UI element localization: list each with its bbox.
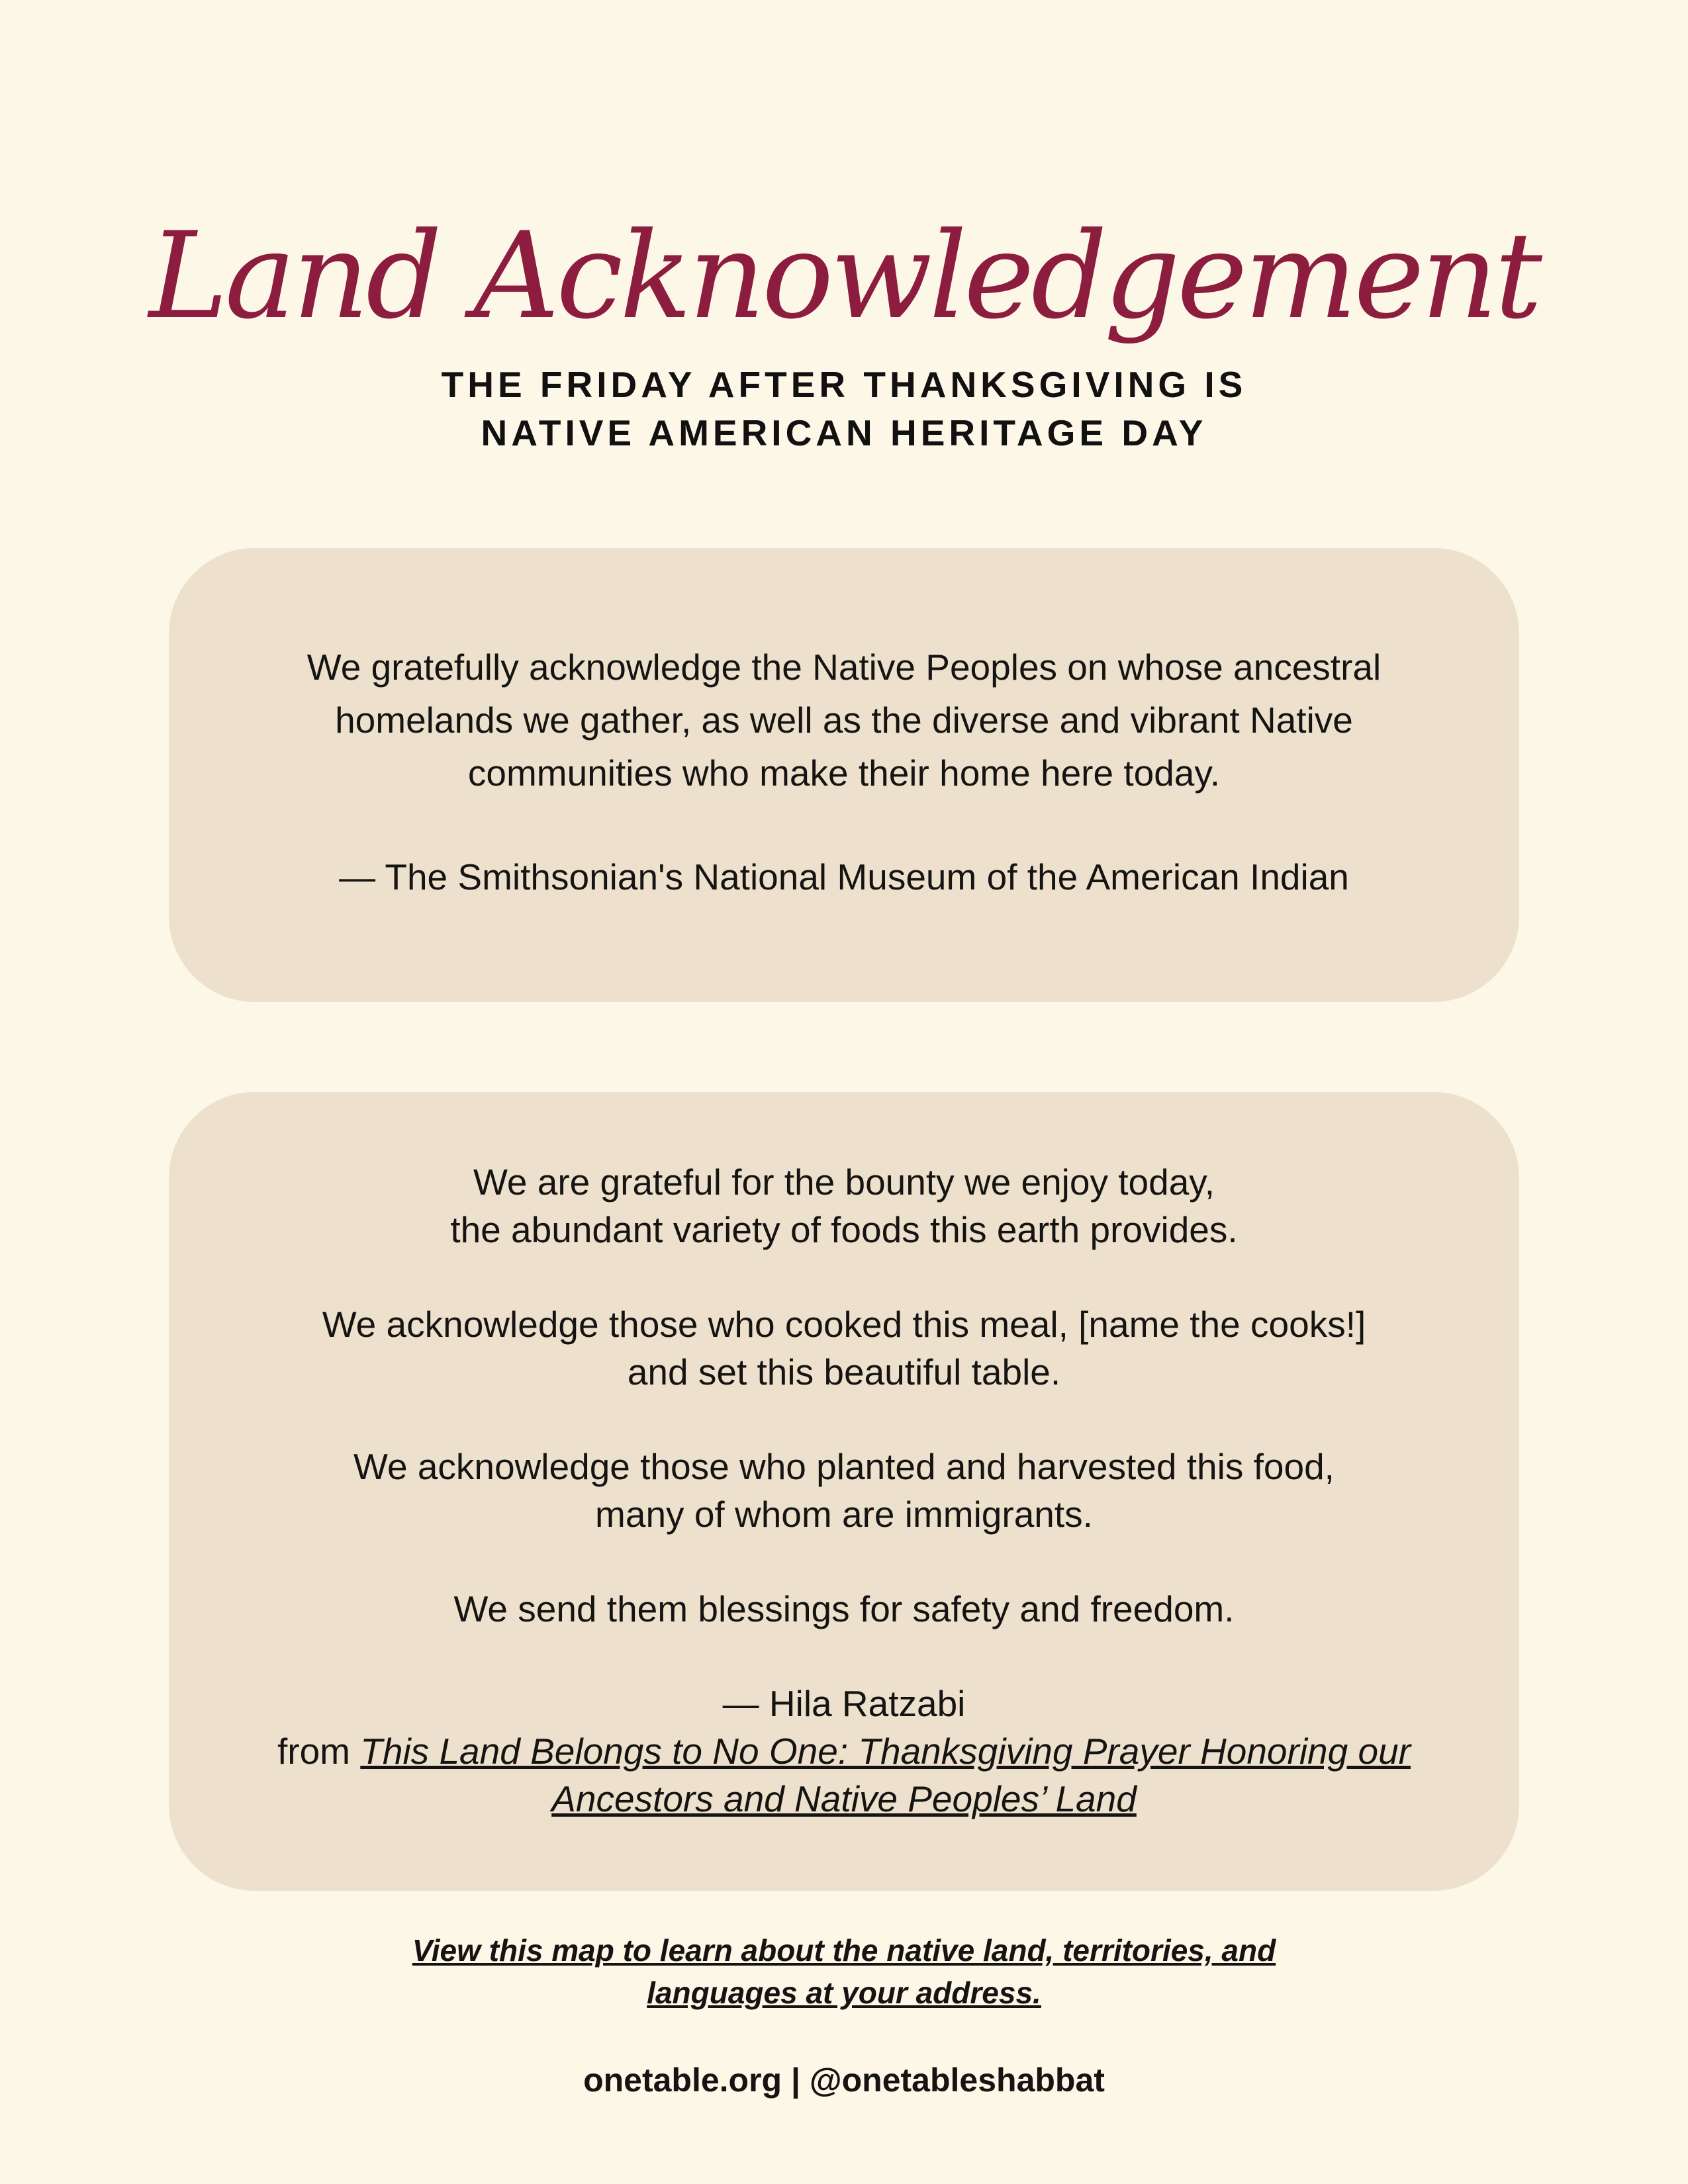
page-title: Land Acknowledgement: [149, 207, 1539, 345]
prayer-paragraph-bounty: [169, 1158, 1519, 1253]
footer-credits: onetable.org | @onetableshabbat: [583, 2062, 1105, 2099]
smithsonian-attribution: — The Smithsonian's National Museum of the American Indian: [339, 856, 1349, 897]
quote-line: homelands we gather, as well as the diverse and vibrant Native: [335, 700, 1353, 741]
prayer-line: many of whom are immigrants.: [595, 1494, 1093, 1535]
subtitle-line-2: NATIVE AMERICAN HERITAGE DAY: [481, 412, 1207, 453]
quote-line: We gratefully acknowledge the Native Peoples on whose ancestral: [306, 647, 1382, 688]
source-prefix: from: [277, 1731, 361, 1772]
smithsonian-acknowledgement-card: [169, 548, 1519, 1002]
prayer-line: We acknowledge those who planted and harvested this food,: [353, 1446, 1335, 1487]
source-title-link-continued[interactable]: Ancestors and Native Peoples’ Land: [551, 1778, 1137, 1819]
quote-line: communities who make their home here today.: [467, 752, 1221, 794]
smithsonian-quote: [169, 641, 1519, 799]
prayer-line: and set this beautiful table.: [627, 1351, 1061, 1392]
prayer-line: the abundant variety of foods this earth provides.: [450, 1209, 1238, 1250]
prayer-line: We acknowledge those who cooked this meal, [name the cooks!]: [322, 1304, 1366, 1345]
map-link-line[interactable]: View this map to learn about the native land, territories, and: [412, 1933, 1276, 1968]
prayer-paragraph-cooks: [169, 1300, 1519, 1396]
prayer-source-line: [169, 1727, 1519, 1775]
prayer-paragraph-harvesters: [169, 1443, 1519, 1538]
prayer-author: — Hila Ratzabi: [722, 1683, 966, 1724]
prayer-line: We send them blessings for safety and freedom.: [453, 1588, 1235, 1629]
source-title-link[interactable]: This Land Belongs to No One: Thanksgiving Prayer Honoring our: [360, 1731, 1411, 1772]
native-land-map-link[interactable]: [0, 1929, 1688, 2014]
thanksgiving-prayer-card: [169, 1092, 1519, 1891]
subtitle-line-1: THE FRIDAY AFTER THANKSGIVING IS: [441, 364, 1247, 405]
page-subtitle: [0, 361, 1688, 457]
prayer-attribution: [169, 1680, 1519, 1823]
prayer-line: We are grateful for the bounty we enjoy today,: [473, 1161, 1215, 1203]
map-link-line[interactable]: languages at your address.: [647, 1976, 1041, 2010]
prayer-paragraph-blessings: [169, 1585, 1519, 1633]
